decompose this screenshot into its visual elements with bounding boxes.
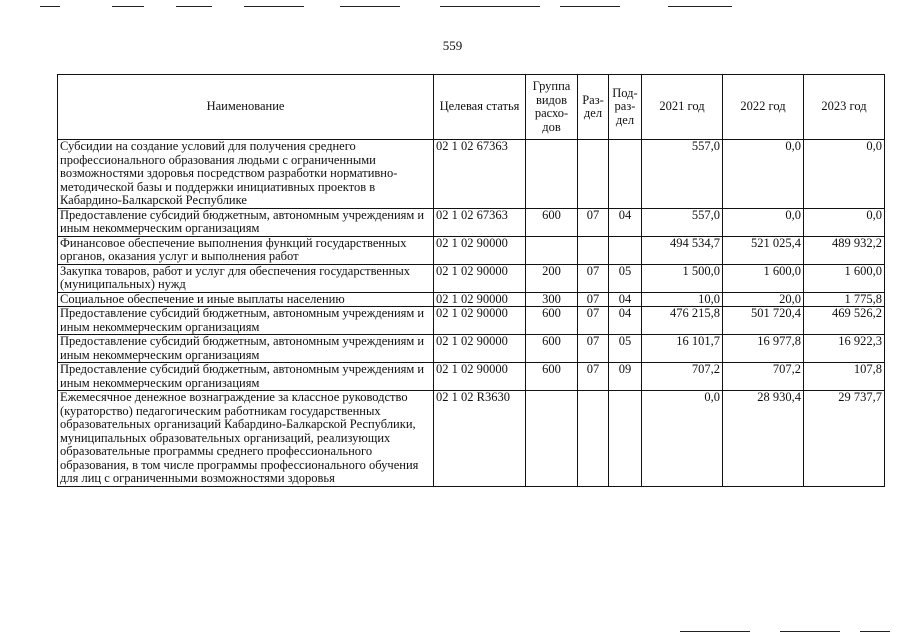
table-row [58,140,885,209]
row-name: Субсидии на создание условий для получения среднего профессионального образования людьми с ограниченными возможностями здоровья посредством разработки нормативно-методической базы и поддержки инициативных проектов в Кабардино-Балкарской Республике [58,140,434,209]
row-value-2021: 16 101,7 [642,335,723,363]
row-value-2023: 107,8 [804,363,885,391]
row-expense-group: 300 [526,292,578,307]
table-row [58,264,885,292]
row-expense-group [526,140,578,209]
row-target-article: 02 1 02 90000 [434,264,526,292]
row-value-2022: 0,0 [723,208,804,236]
row-value-2023: 16 922,3 [804,335,885,363]
scan-artifact-line [860,631,890,632]
row-value-2023: 0,0 [804,208,885,236]
row-value-2021: 557,0 [642,208,723,236]
row-section: 07 [578,335,609,363]
table-row [58,307,885,335]
row-section: 07 [578,292,609,307]
row-section: 07 [578,208,609,236]
row-expense-group: 600 [526,363,578,391]
scan-artifact-line [244,6,304,7]
header-section: Раз-дел [578,75,609,140]
row-subsection: 04 [609,307,642,335]
row-value-2022: 16 977,8 [723,335,804,363]
table-row [58,236,885,264]
row-value-2021: 707,2 [642,363,723,391]
row-value-2022: 20,0 [723,292,804,307]
scan-artifact-line [112,6,144,7]
row-target-article: 02 1 02 90000 [434,236,526,264]
row-expense-group [526,236,578,264]
row-name: Предоставление субсидий бюджетным, автономным учреждениям и иным некоммерческим организациям [58,335,434,363]
row-value-2021: 476 215,8 [642,307,723,335]
row-target-article: 02 1 02 67363 [434,208,526,236]
row-value-2021: 0,0 [642,391,723,487]
scan-artifact-line [440,6,540,7]
scan-artifact-line [668,6,732,7]
row-value-2023: 489 932,2 [804,236,885,264]
row-section: 07 [578,307,609,335]
row-subsection [609,236,642,264]
row-subsection: 05 [609,335,642,363]
header-2023: 2023 год [804,75,885,140]
row-name: Ежемесячное денежное вознаграждение за классное руководство (кураторство) педагогическим работникам государственных образовательных организаций Кабардино-Балкарской Республики, муниципальных образовательных организаций, реализующих образовательные программы среднего профессионального образования, в том числе программы профессионального обучения для лиц с ограниченными возможностями здоровья [58,391,434,487]
row-expense-group: 600 [526,335,578,363]
row-value-2021: 494 534,7 [642,236,723,264]
row-value-2022: 28 930,4 [723,391,804,487]
row-value-2021: 1 500,0 [642,264,723,292]
row-value-2023: 0,0 [804,140,885,209]
header-2022: 2022 год [723,75,804,140]
row-value-2023: 29 737,7 [804,391,885,487]
row-value-2021: 557,0 [642,140,723,209]
row-subsection: 04 [609,292,642,307]
row-value-2023: 1 775,8 [804,292,885,307]
row-expense-group [526,391,578,487]
header-subsection: Под-раз-дел [609,75,642,140]
table-row [58,335,885,363]
row-value-2021: 10,0 [642,292,723,307]
row-name: Предоставление субсидий бюджетным, автономным учреждениям и иным некоммерческим организациям [58,208,434,236]
row-expense-group: 200 [526,264,578,292]
row-subsection: 09 [609,363,642,391]
row-value-2023: 1 600,0 [804,264,885,292]
row-section [578,140,609,209]
row-subsection: 05 [609,264,642,292]
scan-artifact-line [340,6,400,7]
row-name: Предоставление субсидий бюджетным, автономным учреждениям и иным некоммерческим организациям [58,307,434,335]
header-name: Наименование [58,75,434,140]
row-value-2022: 707,2 [723,363,804,391]
header-2021: 2021 год [642,75,723,140]
row-subsection [609,140,642,209]
row-value-2022: 521 025,4 [723,236,804,264]
row-target-article: 02 1 02 90000 [434,292,526,307]
scan-artifact-line [560,6,620,7]
row-target-article: 02 1 02 90000 [434,363,526,391]
budget-table [57,74,885,487]
table-row [58,363,885,391]
row-value-2022: 501 720,4 [723,307,804,335]
row-subsection [609,391,642,487]
row-subsection: 04 [609,208,642,236]
row-target-article: 02 1 02 90000 [434,335,526,363]
header-target-article: Целевая статья [434,75,526,140]
row-value-2023: 469 526,2 [804,307,885,335]
row-expense-group: 600 [526,307,578,335]
row-section: 07 [578,264,609,292]
row-target-article: 02 1 02 67363 [434,140,526,209]
table-row [58,208,885,236]
row-name: Социальное обеспечение и иные выплаты населению [58,292,434,307]
page-number: 559 [442,38,463,53]
scan-artifact-line [780,631,840,632]
scan-artifact-line [176,6,212,7]
row-value-2022: 0,0 [723,140,804,209]
table-row [58,391,885,487]
table-header-row [58,75,885,140]
row-name: Закупка товаров, работ и услуг для обеспечения государственных (муниципальных) нужд [58,264,434,292]
table-row [58,292,885,307]
row-target-article: 02 1 02 90000 [434,307,526,335]
row-section [578,236,609,264]
row-name: Предоставление субсидий бюджетным, автономным учреждениям и иным некоммерческим организациям [58,363,434,391]
scan-artifact-line [40,6,60,7]
row-section: 07 [578,363,609,391]
scan-artifact-line [680,631,750,632]
row-name: Финансовое обеспечение выполнения функций государственных органов, оказания услуг и выполнения работ [58,236,434,264]
row-value-2022: 1 600,0 [723,264,804,292]
row-expense-group: 600 [526,208,578,236]
row-target-article: 02 1 02 R3630 [434,391,526,487]
row-section [578,391,609,487]
header-expense-group: Группа видов расхо-дов [526,75,578,140]
